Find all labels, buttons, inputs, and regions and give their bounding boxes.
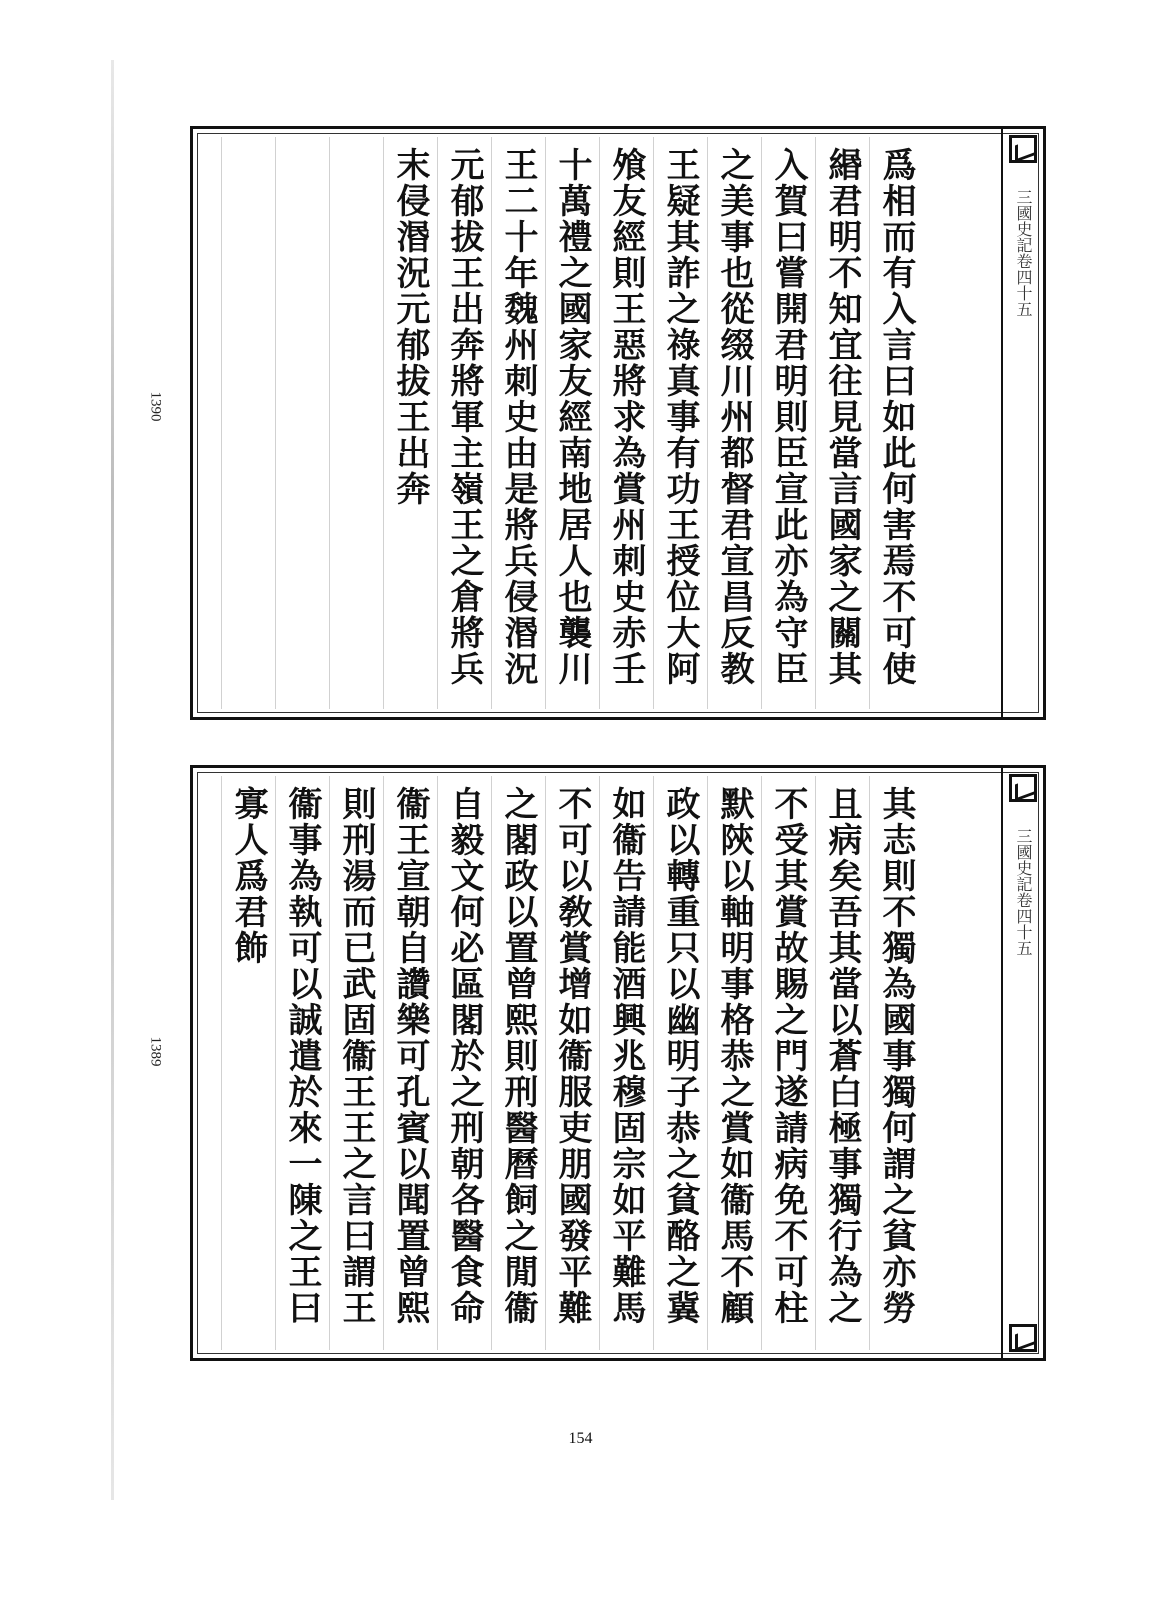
folio-lower: 1389 — [147, 1036, 164, 1067]
upper-leaf-header-strip — [1001, 129, 1043, 717]
upper-leaf-header: 三國史記卷四十五 — [1014, 189, 1033, 317]
fish-tail-icon — [1009, 1324, 1037, 1352]
fish-tail-icon — [1009, 135, 1037, 163]
folio-upper: 1390 — [147, 391, 164, 422]
lower-leaf-text: 其志則不獨為國事獨何謂之貧亦勞且病矣吾其當以蒼白極事獨行為之不受其賞故賜之門遂請病免不可柱默陝以軸明事格恭之賞如衞馬不顧政以轉重只以幽明子恭之貧酪之冀如衞告請能酒興兆穆固宗如平難馬不可以敎賞增如衞服吏朋國發平難之閣政以置曾熙則刑醫曆飼之閒衞自毅文何必區閣於之刑朝各醫食命衞王宣朝自讚樂可孔賓以聞置曾熙則刑湯而已武固衞王王之言曰謂王衞事為執可以誠遣於來一陳之王曰寡人爲君飾 — [228, 786, 916, 1326]
upper-leaf-text: 爲相而有入言曰如此何害焉不可使緡君明不知宜往見當言國家之關其入賀曰嘗開君明則臣宣此亦為守臣之美事也從缀川州都督君宣昌反教王疑其詐之祿真事有功王授位大阿飧友經則王惡將求為賞州刺史赤壬十萬禮之國家友經南地居人也襲川王二十年魏州刺史由是將兵侵湣況元郁拔王出奔將軍主嶺王之倉將兵末侵湣況元郁拔王出奔 — [390, 147, 916, 687]
page-number: 154 — [568, 1430, 593, 1447]
fish-tail-icon — [1009, 774, 1037, 802]
lower-leaf-header-strip — [1001, 768, 1043, 1358]
upper-leaf — [190, 126, 1046, 720]
lower-leaf-header: 三國史記卷四十五 — [1014, 828, 1033, 956]
lower-leaf — [190, 765, 1046, 1361]
binding-gutter-line — [111, 60, 114, 1500]
